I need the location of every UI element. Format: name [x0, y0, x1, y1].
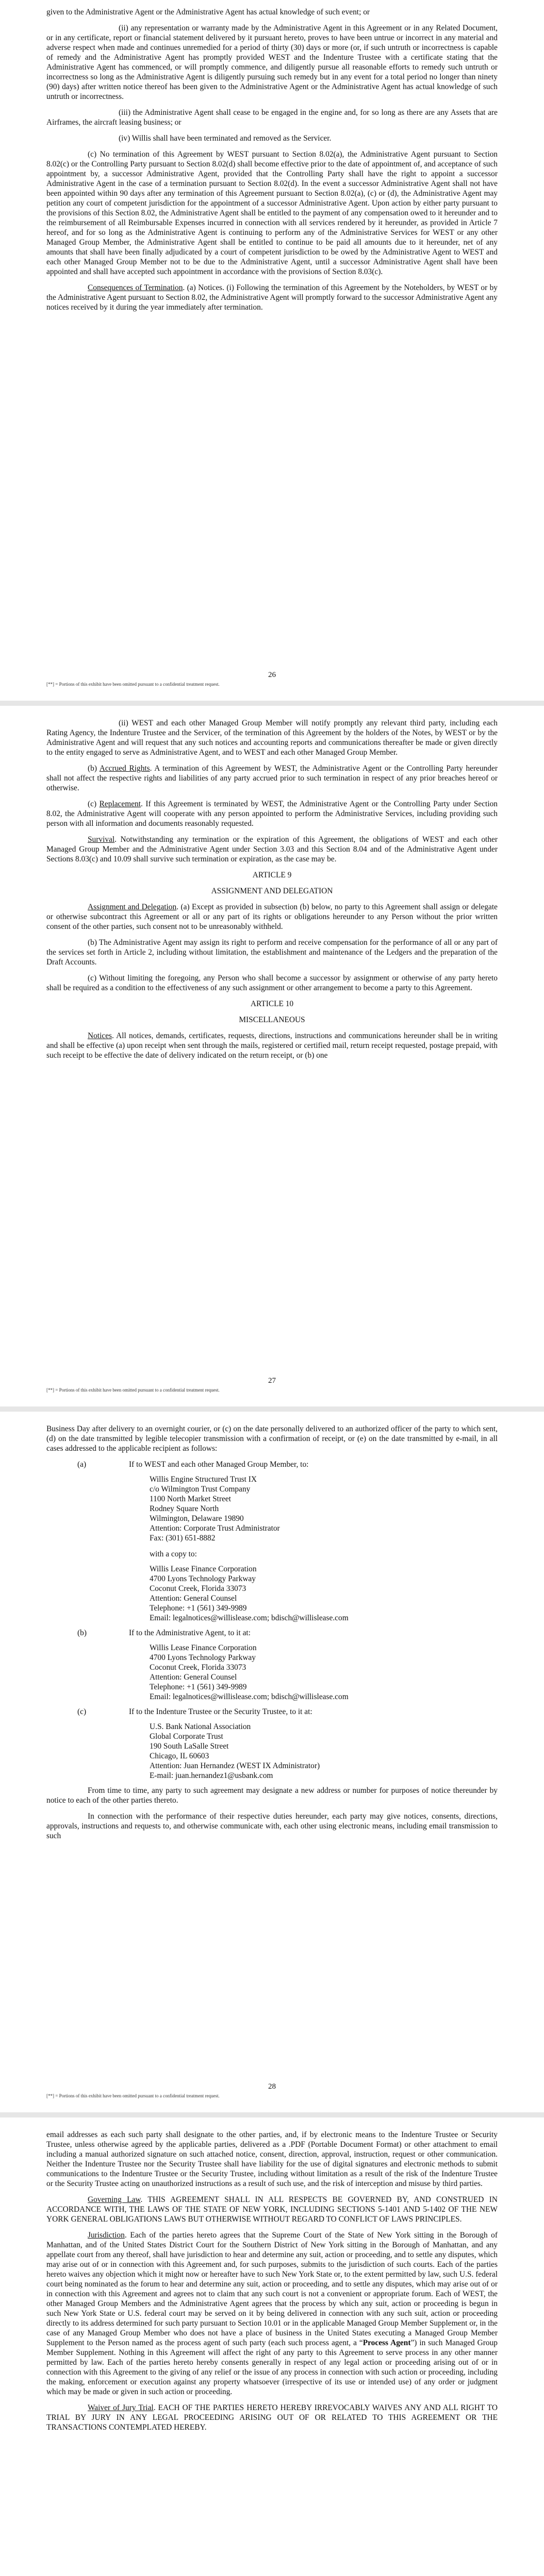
- page-29-body: [46, 2125, 498, 2438]
- section-heading: Waiver of Jury Trial: [88, 2403, 154, 2412]
- address-heading: If to the Indenture Trustee or the Security Trustee, to it at:: [129, 1707, 312, 1716]
- address-line: Email: legalnotices@willislease.com; bdisch@willislease.com: [150, 1614, 349, 1622]
- section-heading: Accrued Rights: [99, 764, 150, 773]
- article-title: MISCELLANEOUS: [239, 1015, 305, 1024]
- address-line: Email: legalnotices@willislease.com; bdisch@willislease.com: [150, 1692, 349, 1701]
- address-line: Telephone: +1 (561) 349-9989: [150, 1604, 247, 1613]
- paragraph: Business Day after delivery to an overnight courier, or (c) on the date personally delivered to an authorized officer of the party to which sent, (d) on the date transmitted by legible telecopier transmission with a confirmation of receipt, or (e) on the date transmitted by e-mail, in all cases addressed to the applicable recipient as follows:: [46, 1425, 498, 1453]
- page-28-body: [46, 1419, 498, 1847]
- address-line: 1100 North Market Street: [150, 1495, 232, 1503]
- address-line: E-mail: juan.hernandez1@usbank.com: [150, 1771, 273, 1780]
- footnote: [**] = Portions of this exhibit have been omitted pursuant to a confidential treatment request.: [46, 682, 220, 687]
- page-number: 26: [268, 671, 276, 679]
- paragraph: (iii) the Administrative Agent shall cease to be engaged in the engine and, for so long as there are any Assets that are Airframes, the aircraft leasing business; or: [46, 108, 498, 127]
- footnote: [**] = Portions of this exhibit have been omitted pursuant to a confidential treatment request.: [46, 1387, 220, 1393]
- address-line: Telephone: +1 (561) 349-9989: [150, 1683, 247, 1691]
- address-line: Willis Lease Finance Corporation: [150, 1565, 257, 1573]
- page-27: [0, 706, 544, 1406]
- address-line: Attention: Corporate Trust Administrator: [150, 1524, 280, 1533]
- page-26: [0, 0, 544, 701]
- address-line: Coconut Creek, Florida 33073: [150, 1663, 246, 1672]
- paragraph: (b) Accrued Rights. A termination of this Agreement by WEST, the Administrative Agent or the Controlling Party hereunder shall not affect the respective rights and liabilities of any party accrued prior to such termination in respect of any prior breaches hereof or otherwise.: [46, 764, 498, 792]
- address-block-indenture-trustee: (c) If to the Indenture Trustee or the Security Trustee, to it at: U.S. Bank National Association Global Corporate Trust 190 South LaSalle Street Chicago, IL 60603 Attention: Juan Hernandez (WEST IX Administrator) E-mail: juan.hernandez1@usbank.com: [46, 1707, 498, 1781]
- address-line: Wilmington, Delaware 19890: [150, 1514, 244, 1523]
- section-heading: Jurisdiction: [88, 2231, 125, 2240]
- paragraph: (c) No termination of this Agreement by WEST pursuant to Section 8.02(a), the Administrative Agent pursuant to Section 8.02(c) or the Controlling Party pursuant to Section 8.02(d) shall become effective prior to the date of appointment of, and acceptance of such appointment by, a successor Administrative Agent, provided that the Controlling Party shall have the right to appoint a successor Administrative Agent in the case of a termination pursuant to Section 8.02(d). In the event a successor Administrative Agent shall not have been appointed within 90 days after any termination of this Agreement pursuant to Section 8.02(a), (c) or (d), the Administrative Agent may petition any court of competent jurisdiction for the appointment of a successor Administrative Agent. Upon action by either party pursuant to the provisions of this Section 8.02, the Administrative Agent shall be entitled to the payment of any compensation owed to it hereunder and to the reimbursement of all Reimbursable Expenses incurred in connection with all services rendered by it hereunder, as provided in Article 7 hereof, and for so long as the Administrative Agent is continuing to perform any of the Administrative Services for WEST or any other Managed Group Member, the Administrative Agent shall be entitled to continue to be paid all amounts due to it hereunder, net of any amounts that shall have been finally adjudicated by a court of competent jurisdiction to be owed by the Administrative Agent to WEST and each other Managed Group Member not to be due to the Administrative Agent, until a successor Administrative Agent shall have been appointed and shall have accepted such appointment in accordance with the provisions of Section 8.03(c).: [46, 150, 498, 276]
- paragraph: Assignment and Delegation. (a) Except as provided in subsection (b) below, no party to this Agreement shall assign or delegate or otherwise subcontract this Agreement or all or any part of its rights or obligations hereunder to any Person without the prior written consent of the other parties, such consent not to be unreasonably withheld.: [46, 903, 498, 931]
- paragraph: Survival. Notwithstanding any termination or the expiration of this Agreement, the obligations of WEST and each other Managed Group Member and the Administrative Agent under Section 3.03 and this Section 8.04 and of the Administrative Agent under Sections 8.03(c) and 10.09 shall survive such termination or expiration, as the case may be.: [46, 835, 498, 863]
- paragraph: (c) Replacement. If this Agreement is terminated by WEST, the Administrative Agent or the Controlling Party under Section 8.02, the Administrative Agent will cooperate with any person appointed to perform the Administrative Services, including providing such person with all information and documents reasonably requested.: [46, 800, 498, 828]
- address-line: c/o Wilmington Trust Company: [150, 1485, 251, 1494]
- section-heading: Assignment and Delegation: [88, 903, 177, 911]
- article-heading: ARTICLE 10: [250, 999, 294, 1008]
- paragraph: From time to time, any party to such agreement may designate a new address or number for purposes of notice thereunder by notice to each of the other parties thereto.: [46, 1786, 498, 1805]
- paragraph: In connection with the performance of their respective duties hereunder, each party may give notices, consents, directions, approvals, instructions and requests to, and otherwise communicate with, each other using electronic means, including email transmission to such: [46, 1812, 498, 1840]
- address-line: Chicago, IL 60603: [150, 1752, 209, 1760]
- section-heading: Replacement: [99, 800, 141, 808]
- address-heading: If to WEST and each other Managed Group Member, to:: [129, 1460, 309, 1469]
- address-line: Attention: General Counsel: [150, 1594, 237, 1603]
- section-heading: Notices: [88, 1031, 112, 1040]
- address-heading: If to the Administrative Agent, to it at:: [129, 1629, 251, 1637]
- address-line: U.S. Bank National Association: [150, 1722, 251, 1731]
- page-27-body: [46, 713, 498, 1066]
- address-block-west: (a) If to WEST and each other Managed Group Member, to: Willis Engine Structured Trust IX c/o Wilmington Trust Company 1100 North Market Street Rodney Square North Wilmington, Delaware 19890 Attention: Corporate Trust Administrator Fax: (301) 651-8882 with a copy to: Willis Lease Finance Corporation 4700 Lyons Technology Parkway Coconut Creek, Florida 33073 Attention: General Counsel Telephone: +1 (561) 349-9989 Email: legalnotices@willislease.com; bdisch@willislease.com: [46, 1460, 498, 1623]
- paragraph: Governing Law. THIS AGREEMENT SHALL IN ALL RESPECTS BE GOVERNED BY, AND CONSTRUED IN ACCORDANCE WITH, THE LAWS OF THE STATE OF NEW YORK, INCLUDING SECTIONS 5-1401 AND 5-1402 OF THE NEW YORK GENERAL OBLIGATIONS LAWS BUT OTHERWISE WITHOUT REGARD TO CONFLICT OF LAWS PRINCIPLES.: [46, 2195, 498, 2224]
- paragraph: Notices. All notices, demands, certificates, requests, directions, instructions and communications hereunder shall be in writing and shall be effective (a) upon receipt when sent through the mails, registered or certified mail, return receipt requested, postage prepaid, with such receipt to be effective the date of delivery indicated on the return receipt, or (b) one: [46, 1031, 498, 1060]
- paragraph: email addresses as each such party shall designate to the other parties, and, if by electronic means to the Indenture Trustee or Security Trustee, unless otherwise agreed by the applicable parties, delivered as a .PDF (Portable Document Format) or other attachment to email including a manual authorized signature on such attached notice, consent, direction, approval, instruction, request or other communication. Neither the Indenture Trustee nor the Security Trustee shall have liability for the use of digital signatures and electronic methods to submit communications to the Indenture Trustee or the Security Trustee, including without limitation as a result of the risk of the Indenture Trustee or the Security Trustee acting on unauthorized instructions as a result of such use, and the risk of interception and misuse by third parties.: [46, 2130, 498, 2188]
- address-line: Rodney Square North: [150, 1504, 219, 1513]
- section-heading: Consequences of Termination: [88, 283, 183, 292]
- paragraph: (ii) any representation or warranty made by the Administrative Agent in this Agreement or in any Related Document, or in any certificate, report or financial statement delivered by it pursuant hereto, proves to have been untrue or incorrect in any material and adverse respect when made and continues unremedied for a period of thirty (30) days or more (or, if such untruth or incorrectness is capable of remedy and the Administrative Agent has promptly provided WEST and the Indenture Trustee with a certificate stating that the Administrative Agent has commenced, or will promptly commence, and diligently pursue all reasonable efforts to remedy such untruth or incorrectness so long as the Administrative Agent is diligently pursuing such remedy but in any event for a total period no longer than ninety (90) days) after written notice thereof has been given to the Administrative Agent or the Administrative Agent has actual knowledge of such untruth or incorrectness.: [46, 24, 498, 101]
- paragraph: given to the Administrative Agent or the Administrative Agent has actual knowledge of such event; or: [46, 8, 370, 16]
- section-heading: Governing Law: [88, 2195, 141, 2204]
- address-line: Global Corporate Trust: [150, 1732, 223, 1741]
- address-line: 190 South LaSalle Street: [150, 1742, 229, 1751]
- address-line: Coconut Creek, Florida 33073: [150, 1584, 246, 1593]
- address-line: Attention: General Counsel: [150, 1673, 237, 1682]
- section-heading: Survival: [88, 835, 115, 844]
- address-line: Willis Lease Finance Corporation: [150, 1643, 257, 1652]
- page-26-body: [46, 7, 498, 318]
- address-line: Willis Engine Structured Trust IX: [150, 1475, 257, 1484]
- address-line: Fax: (301) 651-8882: [150, 1534, 216, 1543]
- page-29: [0, 2117, 544, 2576]
- paragraph: (ii) WEST and each other Managed Group Member will notify promptly any relevant third party, including each Rating Agency, the Indenture Trustee and the Servicer, of the termination of this Agreement by the holders of the Notes, by WEST or by the Administrative Agent and will request that any such notices and accounting reports and communications thereafter be made or given directly to the entity engaged to serve as Administrative Agent, and to WEST and each other Managed Group Member.: [46, 719, 498, 757]
- page-number: 27: [268, 1377, 276, 1385]
- paragraph: (iv) Willis shall have been terminated and removed as the Servicer.: [119, 134, 332, 143]
- paragraph: (b) The Administrative Agent may assign its right to perform and receive compensation for the performance of all or any part of the services set forth in Article 2, including without limitation, the establishment and maintenance of the Ledgers and the preparation of the Draft Accounts.: [46, 938, 498, 967]
- paragraph: Consequences of Termination. (a) Notices. (i) Following the termination of this Agreement by the Noteholders, by WEST or by the Administrative Agent pursuant to Section 8.02, the Administrative Agent will promptly forward to the successor Administrative Agent any notices received by it during the year immediately after termination.: [46, 283, 498, 312]
- address-line: Attention: Juan Hernandez (WEST IX Administrator): [150, 1761, 320, 1770]
- footnote: [**] = Portions of this exhibit have been omitted pursuant to a confidential treatment request.: [46, 2093, 220, 2098]
- copy-to-label: with a copy to:: [150, 1550, 197, 1558]
- address-block-admin-agent: (b) If to the Administrative Agent, to it at: Willis Lease Finance Corporation 4700 Lyons Technology Parkway Coconut Creek, Florida 33073 Attention: General Counsel Telephone: +1 (561) 349-9989 Email: legalnotices@willislease.com; bdisch@willislease.com: [46, 1628, 498, 1702]
- paragraph: Waiver of Jury Trial. EACH OF THE PARTIES HERETO HEREBY IRREVOCABLY WAIVES ANY AND ALL RIGHT TO TRIAL BY JURY IN ANY LEGAL PROCEEDING ARISING OUT OF OR RELATED TO THIS AGREEMENT OR THE TRANSACTIONS CONTEMPLATED HEREBY.: [46, 2403, 498, 2432]
- address-line: 4700 Lyons Technology Parkway: [150, 1653, 256, 1662]
- page-number: 28: [268, 2082, 276, 2091]
- page-28: [0, 1412, 544, 2112]
- article-title: ASSIGNMENT AND DELEGATION: [211, 887, 333, 895]
- article-heading: ARTICLE 9: [252, 871, 292, 879]
- paragraph: (c) Without limiting the foregoing, any Person who shall become a successor by assignment or otherwise of any party hereto shall be required as a condition to the effectiveness of any such assignment or other arrangement to become a party to this Agreement.: [46, 974, 498, 992]
- defined-term: Process Agent: [362, 2338, 411, 2347]
- paragraph: Jurisdiction. Each of the parties hereto agrees that the Supreme Court of the State of New York sitting in the Borough of Manhattan, and of the United States District Court for the Southern District of New York sitting in the Borough of Manhattan, and any appellate court from any thereof, shall have jurisdiction to hear and determine any suit, action or proceeding, and to settle any disputes, which may arise out of or in connection with this Agreement and, for such purposes, submits to the jurisdiction of such courts. Each of the parties hereto waives any objection which it might now or hereafter have to such New York State or, to the extent permitted by law, such U.S. federal court being nominated as the forum to hear and determine any suit, action or proceeding, and to settle any disputes, which may arise out of or in connection with this Agreement and agrees not to claim that any such court is not a convenient or appropriate forum. Each of WEST, the other Managed Group Members and the Administrative Agent agrees that the process by which any suit, action or proceeding is begun in such New York State or U.S. federal court may be served on it by being delivered in connection with any such suit, action or proceeding directly to its address determined for such party pursuant to Section 10.01 or in the applicable Managed Group Member Supplement or, in the case of any Managed Group Member who does not have a place of business in the United States executing a Managed Group Member Supplement to the Person named as the process agent of such party (each such process agent, a “Process Agent”) in such Managed Group Member Supplement. Nothing in this Agreement will affect the right of any party to this Agreement to serve process in any other manner permitted by law. Each of the parties hereto hereby consents generally in respect of any legal action or proceeding arising out of or in connection with this Agreement to the giving of any relief or the issue of any process in connection with such action or proceeding, including the making, enforcement or execution against any property whatsoever (irrespective of its use or intended use) of any order or judgment which may be made or given in such action or proceeding.: [46, 2231, 498, 2396]
- address-line: 4700 Lyons Technology Parkway: [150, 1574, 256, 1583]
